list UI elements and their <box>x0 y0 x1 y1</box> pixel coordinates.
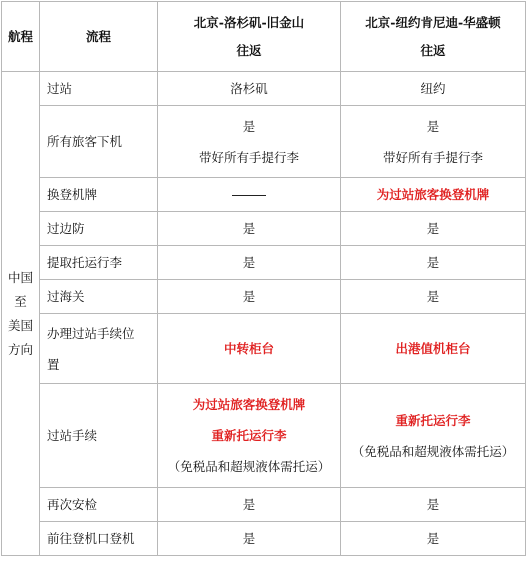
header-was-line2: 往返 <box>420 42 446 58</box>
direction-text: 至 <box>14 293 27 309</box>
sfo-value-line: 重新托运行李 <box>211 428 287 443</box>
direction-text: 美国 <box>7 317 33 333</box>
process-label: 过海关 <box>40 280 158 314</box>
was-value-line: 重新托运行李 <box>395 412 471 428</box>
was-value: 是 <box>341 522 526 556</box>
direction-text: 中国 <box>7 269 33 285</box>
was-value-line: （免税品和超规液体需托运） <box>351 443 515 459</box>
direction-cell <box>2 72 40 556</box>
was-value <box>341 106 526 178</box>
was-value: 是 <box>341 280 526 314</box>
was-value: 纽约 <box>341 72 526 106</box>
sfo-value <box>158 106 341 178</box>
header-sfo-line1: 北京-洛杉矶-旧金山 <box>193 14 305 30</box>
process-label: 过站手续 <box>40 384 158 488</box>
was-value <box>341 384 526 488</box>
table-row <box>2 384 526 488</box>
table-row <box>2 280 526 314</box>
process-label <box>40 314 158 384</box>
was-value-line: 是 <box>426 118 440 134</box>
sfo-value <box>158 178 341 212</box>
process-label: 过边防 <box>40 212 158 246</box>
sfo-value: 是 <box>158 280 341 314</box>
header-row <box>2 2 526 72</box>
process-label: 提取托运行李 <box>40 246 158 280</box>
sfo-value-line: 为过站旅客换登机牌 <box>192 397 306 412</box>
table-row <box>2 246 526 280</box>
sfo-value <box>158 384 341 488</box>
direction-text: 方向 <box>7 341 33 357</box>
was-value: 出港值机柜台 <box>341 314 526 384</box>
process-label-line: 置 <box>47 356 60 372</box>
sfo-value-line: （免税品和超规液体需托运） <box>167 459 331 474</box>
sfo-value: 是 <box>158 212 341 246</box>
transit-table <box>1 1 526 556</box>
sfo-value: 是 <box>158 522 341 556</box>
table-row <box>2 488 526 522</box>
sfo-value: 中转柜台 <box>158 314 341 384</box>
sfo-value-line: 带好所有手提行李 <box>198 149 299 165</box>
table-row <box>2 72 526 106</box>
header-process: 流程 <box>40 2 158 72</box>
was-value: 是 <box>341 488 526 522</box>
header-was-line1: 北京-纽约肯尼迪-华盛顿 <box>365 14 501 30</box>
dash-mark <box>232 195 266 196</box>
process-label: 过站 <box>40 72 158 106</box>
table-row <box>2 106 526 178</box>
table-row <box>2 314 526 384</box>
sfo-value: 是 <box>158 488 341 522</box>
header-was-route <box>341 2 526 72</box>
sfo-value: 洛杉矶 <box>158 72 341 106</box>
was-value: 为过站旅客换登机牌 <box>341 178 526 212</box>
sfo-value-line: 是 <box>242 118 256 134</box>
was-value: 是 <box>341 212 526 246</box>
process-label: 所有旅客下机 <box>40 106 158 178</box>
header-sfo-line2: 往返 <box>236 42 262 58</box>
table-row <box>2 522 526 556</box>
table-row <box>2 178 526 212</box>
header-sfo-route <box>158 2 341 72</box>
process-label: 换登机牌 <box>40 178 158 212</box>
table-row <box>2 212 526 246</box>
header-route: 航程 <box>2 2 40 72</box>
process-label: 再次安检 <box>40 488 158 522</box>
was-value-line: 带好所有手提行李 <box>382 149 483 165</box>
was-value: 是 <box>341 246 526 280</box>
process-label: 前往登机口登机 <box>40 522 158 556</box>
process-label-line: 办理过站手续位 <box>47 325 135 341</box>
sfo-value: 是 <box>158 246 341 280</box>
